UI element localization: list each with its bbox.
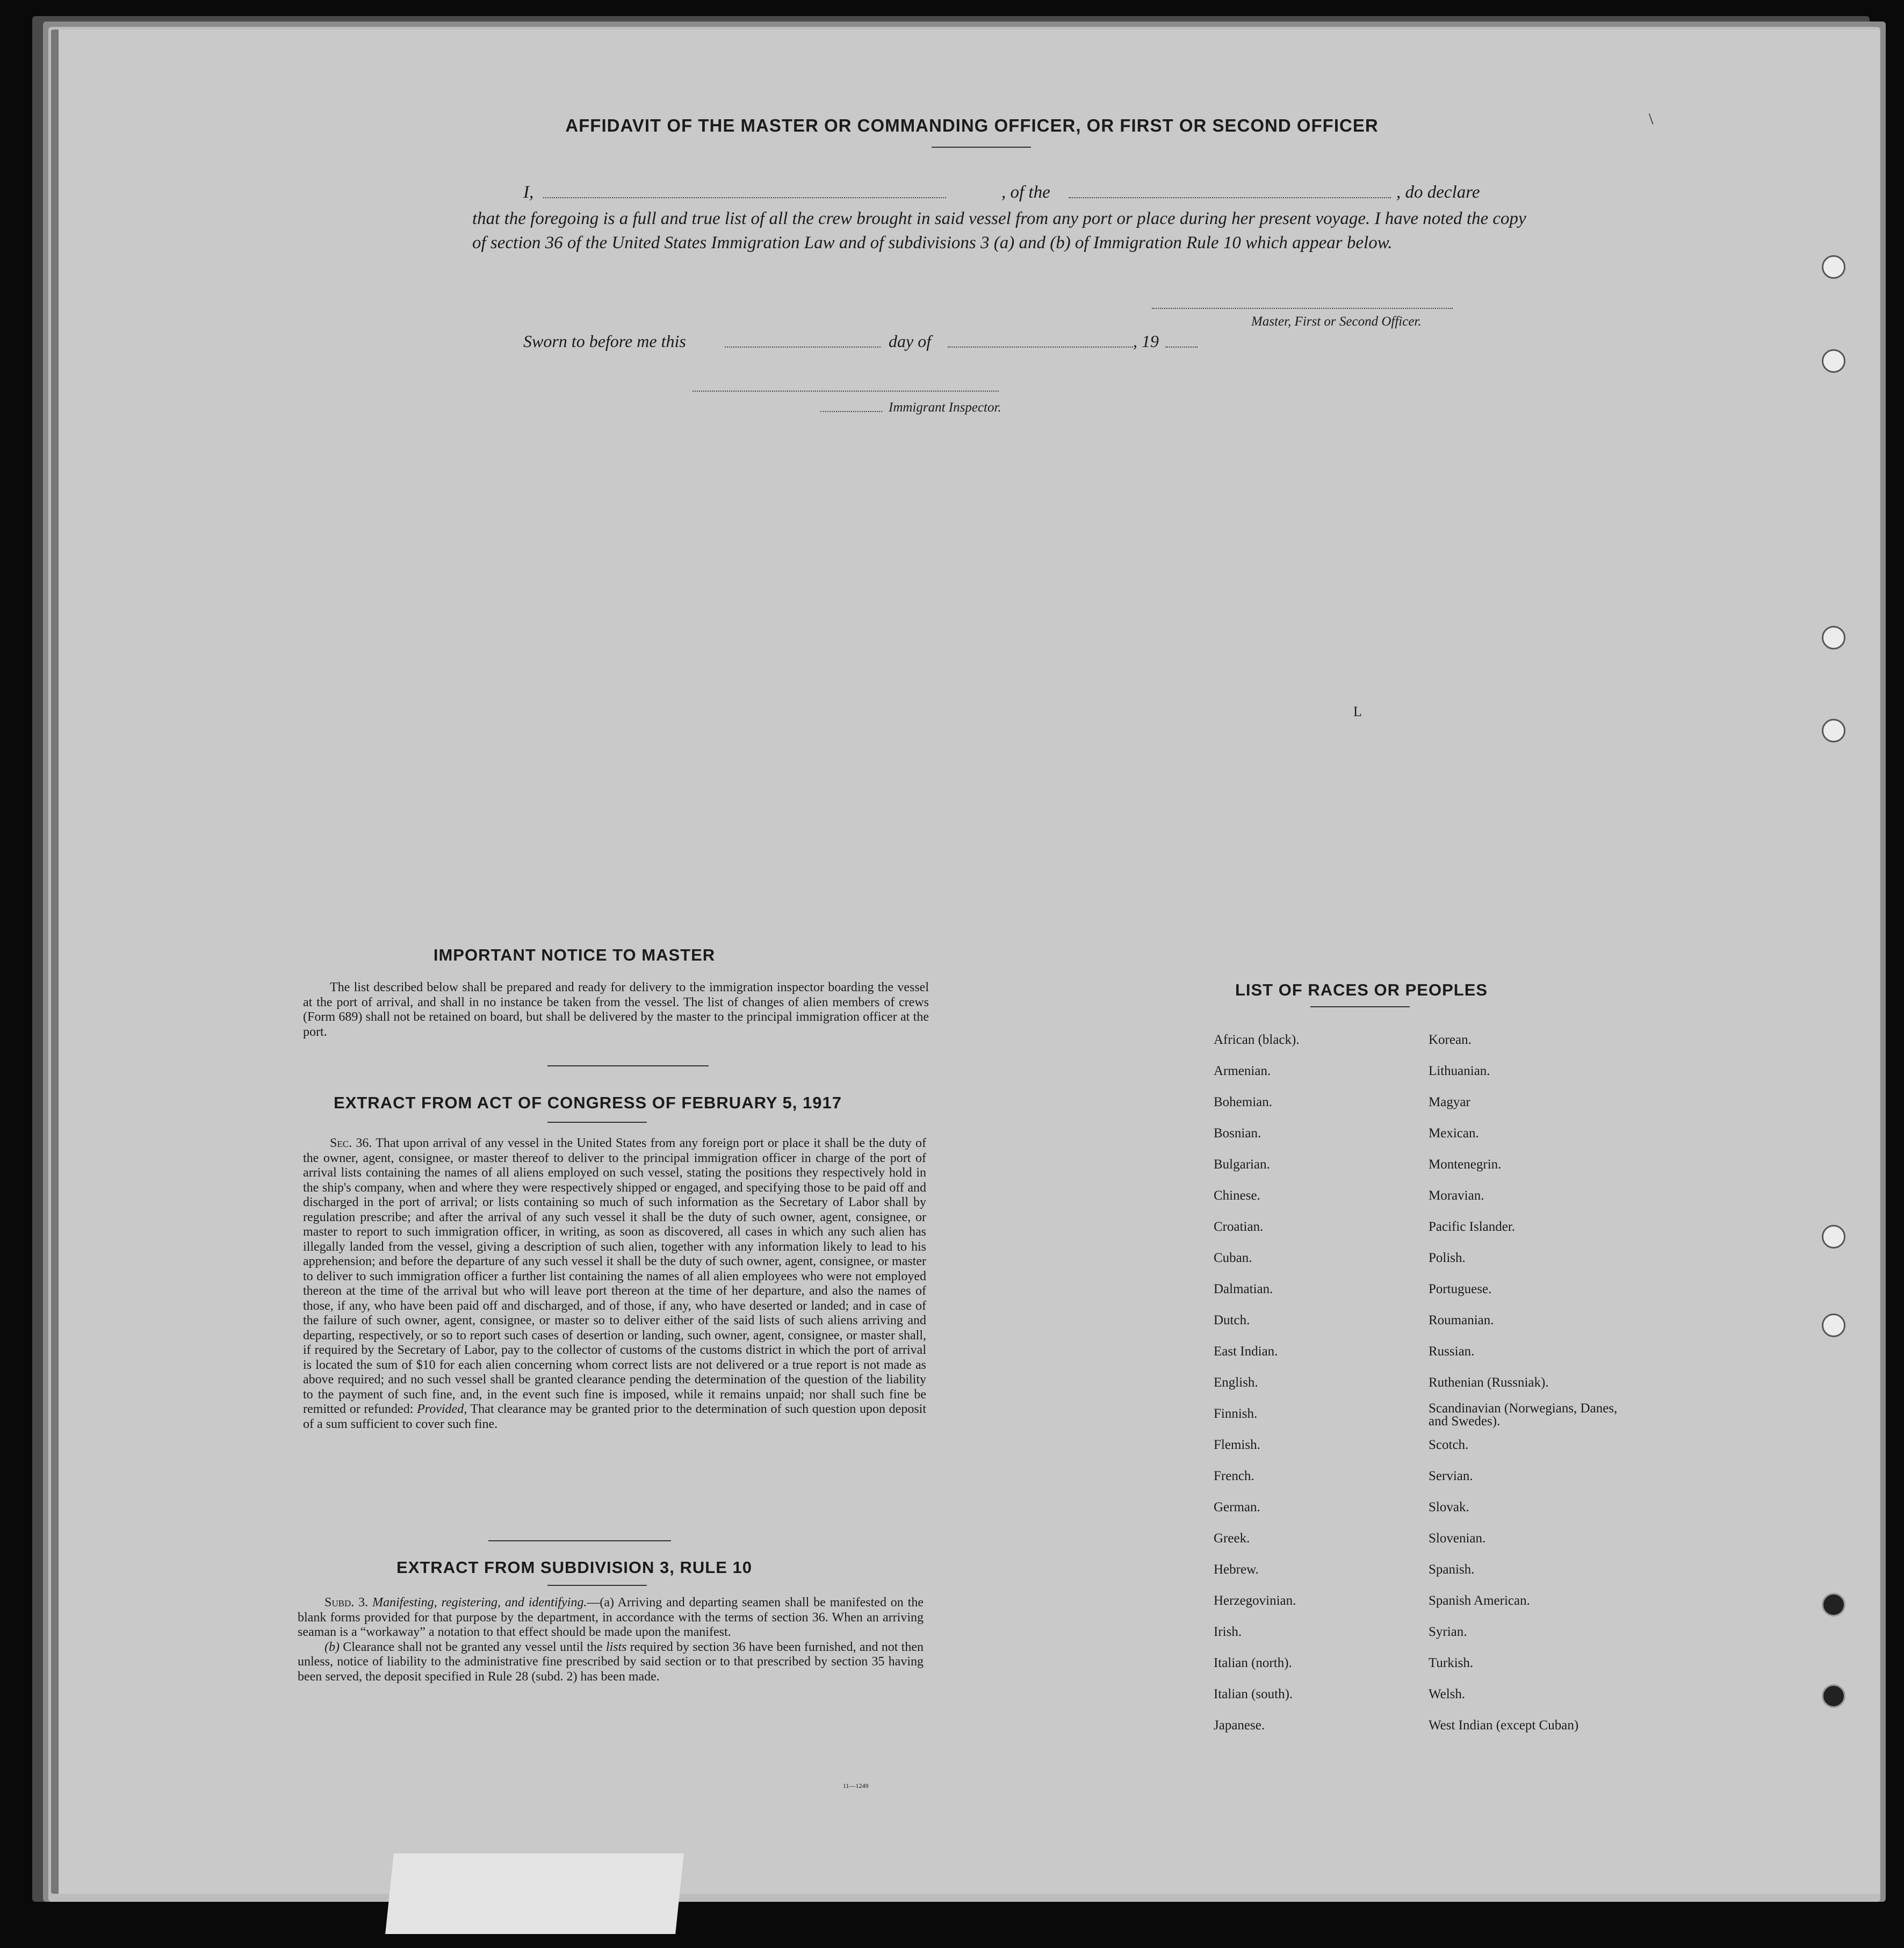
rule-title-rule — [547, 1585, 647, 1586]
race-item-left: East Indian. — [1214, 1344, 1278, 1359]
rule-title: EXTRACT FROM SUBDIVISION 3, RULE 10 — [396, 1558, 752, 1577]
inspector-signature-blank — [693, 391, 999, 392]
folded-corner — [385, 1853, 684, 1934]
races-title: LIST OF RACES OR PEOPLES — [1235, 980, 1488, 999]
race-item-right: Magyar — [1429, 1095, 1470, 1109]
race-item-right: Slovenian. — [1429, 1531, 1486, 1546]
race-item-right: Mexican. — [1429, 1126, 1479, 1141]
race-item-left: Italian (north). — [1214, 1656, 1292, 1670]
race-item-left: Flemish. — [1214, 1438, 1260, 1452]
name-blank — [543, 197, 946, 198]
race-item-left: Cuban. — [1214, 1251, 1252, 1265]
race-item-left: English. — [1214, 1375, 1258, 1390]
sec-label: Sec. 36. — [330, 1136, 372, 1150]
race-item-right: Spanish. — [1429, 1562, 1475, 1577]
notice-text: The list described below shall be prepared and ready for delivery to the immigration inspector boarding the vessel at the port of arrival, and shall in no instance be taken from the vessel. The list of changes of alien members of crews (Form 689) shall not be retained on board, but shall be delivered by the master to the principal immigration officer at the port. — [303, 980, 929, 1039]
race-item-left: Herzegovinian. — [1214, 1593, 1296, 1608]
act-title: EXTRACT FROM ACT OF CONGRESS OF FEBRUARY 5, 1917 — [334, 1093, 842, 1112]
binder-hole-8 — [1822, 1684, 1845, 1708]
rule-b-text-2: required by section 36 have been furnished, and not then unless, notice of liability to the administrative fine prescribed by said section or to that prescribed by section 35 having been served, the deposit specified in Rule 28 (subd. 2) has been made. — [298, 1640, 924, 1684]
race-item-right: Scandinavian (Norwegians, Danes, and Swedes). — [1429, 1401, 1618, 1428]
rule-b-text-1: Clearance shall not be granted any vessel until the — [343, 1640, 603, 1654]
race-item-left: Dalmatian. — [1214, 1282, 1273, 1296]
race-item-left: Italian (south). — [1214, 1687, 1293, 1701]
race-item-right: Korean. — [1429, 1033, 1472, 1047]
vessel-blank — [1069, 197, 1391, 198]
master-signature-label: Master, First or Second Officer. — [1251, 314, 1422, 329]
race-item-right: Pacific Islander. — [1429, 1220, 1516, 1234]
race-item-left: Bulgarian. — [1214, 1157, 1270, 1172]
race-item-left: Armenian. — [1214, 1064, 1271, 1078]
inspector-lead-blank — [820, 411, 882, 412]
day-of-label: day of — [889, 331, 932, 351]
race-item-left: Greek. — [1214, 1531, 1250, 1546]
month-blank — [948, 347, 1133, 348]
act-end-rule — [488, 1540, 671, 1541]
race-item-right: Welsh. — [1429, 1687, 1466, 1701]
act-text-end: That clearance may be granted prior to the determination of such question upon deposit of a sum sufficient to cover such fine. — [303, 1402, 927, 1431]
inspector-label: Immigrant Inspector. — [889, 400, 1001, 415]
race-item-left: Croatian. — [1214, 1220, 1264, 1234]
sworn-label: Sworn to before me this — [523, 331, 686, 351]
binder-hole-6 — [1822, 1314, 1845, 1337]
race-item-left: Chinese. — [1214, 1188, 1260, 1203]
subd-label: Subd. 3. — [324, 1596, 369, 1610]
race-item-right: Slovak. — [1429, 1500, 1469, 1514]
provided-label: Provided, — [417, 1402, 467, 1416]
races-rule — [1310, 1006, 1410, 1007]
pencil-tick-mark: \ — [1649, 110, 1654, 128]
form-number: 11—1249 — [843, 1782, 869, 1790]
rule-a-text: —(a) Arriving and departing seamen shall be manifested on the blank forms provided for that purpose by the department, in accordance with the terms of section 36. When an arriving seaman is a “workaway” a notation to that effect should be made upon the manifest. — [298, 1596, 924, 1639]
binder-hole-3 — [1822, 626, 1845, 650]
title-rule — [932, 147, 1031, 148]
race-item-right: Portuguese. — [1429, 1282, 1492, 1296]
stray-letter-mark: L — [1353, 704, 1362, 719]
notice-rule — [547, 1065, 709, 1066]
race-item-right: Montenegrin. — [1429, 1157, 1502, 1172]
rule-text-block — [298, 1596, 924, 1684]
binder-hole-2 — [1822, 349, 1845, 373]
act-rule — [547, 1122, 647, 1123]
rule-b-label: (b) — [324, 1640, 340, 1654]
binder-hole-5 — [1822, 1225, 1845, 1249]
affidavit-text: that the foregoing is a full and true list of all the crew brought in said vessel from any port or place during her present voyage. I have noted the copy of section 36 of the United States Immigration Law and of subdivisions 3 (a) and (b) of Immigration Rule 10 which appear below. — [472, 209, 1526, 252]
binder-hole-1 — [1822, 255, 1845, 279]
race-item-right: Spanish American. — [1429, 1593, 1530, 1608]
year-blank — [1165, 347, 1198, 348]
race-item-right: Roumanian. — [1429, 1313, 1494, 1327]
affidavit-i-label: I, — [523, 183, 534, 202]
race-item-right: Ruthenian (Russniak). — [1429, 1375, 1549, 1390]
race-item-right: Syrian. — [1429, 1625, 1467, 1639]
race-item-left: French. — [1214, 1469, 1254, 1483]
race-item-left: Bosnian. — [1214, 1126, 1261, 1141]
race-item-right: Polish. — [1429, 1251, 1466, 1265]
binder-hole-4 — [1822, 719, 1845, 742]
race-item-left: Finnish. — [1214, 1406, 1258, 1421]
race-item-right: Turkish. — [1429, 1656, 1474, 1670]
race-item-right: West Indian (except Cuban) — [1429, 1718, 1579, 1733]
do-declare-label: , do declare — [1396, 183, 1480, 202]
race-item-left: African (black). — [1214, 1033, 1300, 1047]
notice-title: IMPORTANT NOTICE TO MASTER — [433, 946, 716, 964]
rule-b-lists: lists — [605, 1640, 627, 1654]
race-item-left: Bohemian. — [1214, 1095, 1273, 1109]
affidavit-title: AFFIDAVIT OF THE MASTER OR COMMANDING OFFICER, OR FIRST OR SECOND OFFICER — [565, 116, 1379, 135]
act-text: That upon arrival of any vessel in the United States from any foreign port or place it shall be the duty of the owner, agent, consignee, or master thereof to deliver to the principal immigration officer in charge of the port of arrival lists containing the names of all aliens employed on such vessel, stating the positions they respectively hold in the ship's company, when and where they were respectively shipped or engaged, and specifying those to be paid off and discharged in the port of arrival; or lists containing so much of such information as the Secretary of Labor shall by regulation prescribe; and after the arrival of any such vessel it shall be the duty of such owner, agent, consignee, or master to report to such immigration officer, in writing, as soon as discovered, all cases in which any such alien has illegally landed from the vessel, giving a description of such alien, together with any information likely to lead to his apprehension; and before the departure of any such vessel it shall be the duty of such owner, agent, consignee, or master to deliver to such immigration officer a further list containing the names of all alien employees who were not employed thereon at the time of the arrival but who will leave port thereon at the time of her departure, and also the names of those, if any, who have been paid off and discharged, and of those, if any, who have deserted or landed; and in case of the failure of such owner, agent, consignee, or master so to deliver either of the said lists of such aliens arriving and departing, respectively, or so to report such cases of desertion or landing, such owner, agent, consignee, or master shall, if required by the Secretary of Labor, pay to the collector of customs of the customs district in which the port of arrival is located the sum of $10 for each alien concerning whom correct lists are not delivered or a true report is not made as above required; and no such vessel shall be granted clearance pending the determination of the question of the liability to the payment of such fine, and, in the event such fine is imposed, while it remains unpaid; nor shall such fine be remitted or refunded: — [303, 1136, 926, 1416]
year-label: , 19 — [1133, 331, 1159, 351]
race-item-right: Servian. — [1429, 1469, 1473, 1483]
act-text-block — [303, 1136, 926, 1432]
race-item-left: Hebrew. — [1214, 1562, 1259, 1577]
race-item-right: Lithuanian. — [1429, 1064, 1490, 1078]
master-signature-blank — [1152, 308, 1453, 309]
race-item-left: Irish. — [1214, 1625, 1242, 1639]
race-item-right: Scotch. — [1429, 1438, 1469, 1452]
race-item-left: German. — [1214, 1500, 1260, 1514]
race-item-right: Russian. — [1429, 1344, 1475, 1359]
race-item-left: Dutch. — [1214, 1313, 1250, 1327]
sworn-day-blank — [725, 347, 881, 348]
race-item-right: Moravian. — [1429, 1188, 1484, 1203]
binder-hole-7 — [1822, 1593, 1845, 1617]
of-the-label: , of the — [1001, 183, 1050, 202]
rule-heading: Manifesting, registering, and identifying. — [372, 1596, 587, 1610]
race-item-left: Japanese. — [1214, 1718, 1265, 1733]
document-page — [51, 30, 1880, 1894]
